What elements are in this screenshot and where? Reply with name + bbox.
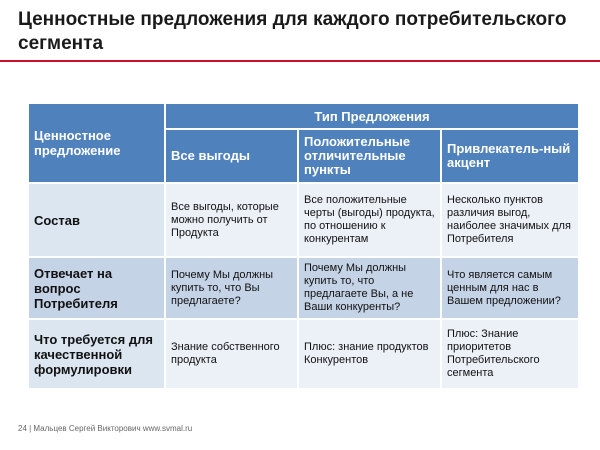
slide-footer: 24 | Мальцев Сергей Викторович www.svmal.ru: [18, 424, 193, 433]
table-cell: Плюс: знание продуктов Конкурентов: [298, 319, 441, 389]
group-header: Тип Предложения: [165, 103, 579, 129]
corner-header: Ценностное предложение: [28, 103, 165, 183]
row-label: Что требуется для качественной формулировки: [28, 319, 165, 389]
column-header: Привлекатель-ный акцент: [441, 129, 579, 183]
table-cell: Все выгоды, которые можно получить от Продукта: [165, 183, 298, 257]
column-header: Все выгоды: [165, 129, 298, 183]
slide-title: Ценностные предложения для каждого потребительского сегмента: [18, 9, 567, 54]
table-row: [28, 319, 579, 389]
table-cell: Плюс: Знание приоритетов Потребительского сегмента: [441, 319, 579, 389]
table-cell: Все положительные черты (выгоды) продукта, по отношению к конкурентам: [298, 183, 441, 257]
table-row: [28, 257, 579, 319]
table-cell: Знание собственного продукта: [165, 319, 298, 389]
title-divider: [0, 60, 600, 62]
row-label: Отвечает на вопрос Потребителя: [28, 257, 165, 319]
table-cell: Почему Мы должны купить то, что Вы предлагаете?: [165, 257, 298, 319]
row-label: Состав: [28, 183, 165, 257]
column-header: Положительные отличительные пункты: [298, 129, 441, 183]
table-cell: Что является самым ценным для нас в Вашем предложении?: [441, 257, 579, 319]
table-cell: Несколько пунктов различия выгод, наиболее значимых для Потребителя: [441, 183, 579, 257]
value-proposition-table: [27, 102, 580, 390]
table-row: [28, 183, 579, 257]
table-cell: Почему Мы должны купить то, что предлагаете Вы, а не Ваши конкуренты?: [298, 257, 441, 319]
